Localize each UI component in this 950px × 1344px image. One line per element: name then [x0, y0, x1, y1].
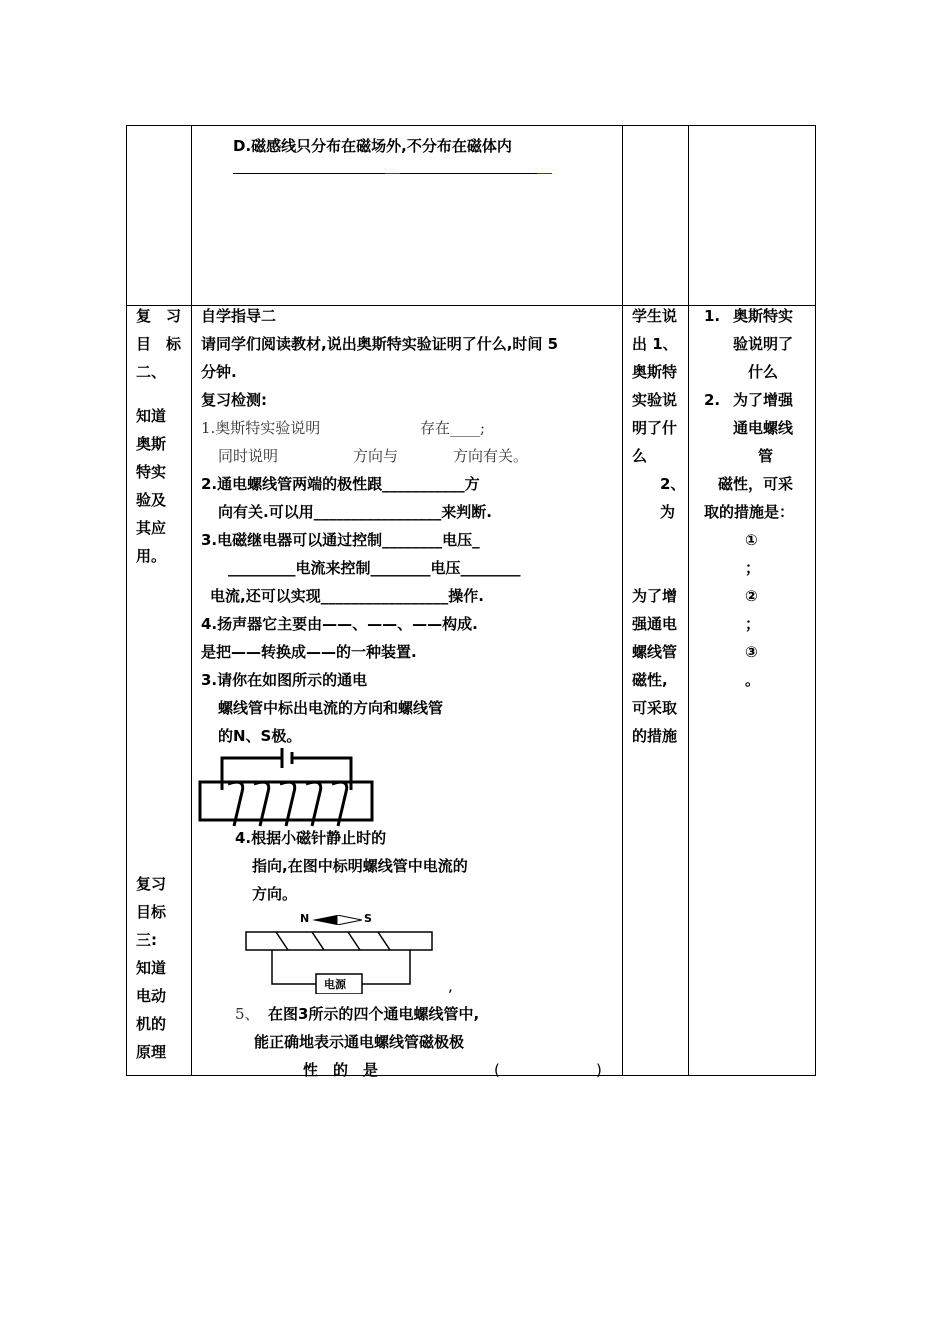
col4-item1-line-2: 验说明了: [733, 335, 794, 353]
goal2-line-2: 目 标: [136, 335, 182, 353]
q6-line-1: 4.根据小磁针静止时的: [235, 829, 387, 847]
q1-part-e: 方向有关。: [453, 447, 529, 465]
q6-line-3: 方向。: [252, 885, 298, 903]
col4-item2-number: 2.: [704, 391, 721, 409]
stray-comma: ,: [448, 977, 453, 995]
col3-line2-5: 可采取: [632, 699, 678, 717]
power-source-label: 电源: [324, 978, 346, 991]
table-border-left: [126, 125, 127, 1076]
col3-num-2: 2、: [660, 475, 686, 493]
col4-item1-line-1: 奥斯特实: [733, 307, 794, 325]
q1-part-c: 同时说明: [218, 447, 279, 465]
table-border-bottom: [126, 1075, 816, 1076]
col4-item2-line-2: 通电螺线: [733, 419, 794, 437]
compass-n-label: N: [300, 912, 310, 925]
col3-wei: 为: [660, 503, 676, 521]
q3-line-1: 3.电磁继电器可以通过控制________电压_: [201, 531, 480, 549]
goal2-desc-4: 验及: [136, 491, 167, 509]
col4-item2-line-1: 为了增强: [733, 391, 794, 409]
q6-line-2: 指向,在图中标明螺线管中电流的: [252, 857, 468, 875]
col3-line2-4: 磁性,: [632, 671, 668, 689]
col3-line-6: 么: [632, 447, 648, 465]
col3-line-4: 实验说: [632, 391, 678, 409]
answer-line-1: [233, 173, 385, 174]
goal3-desc-2: 电动: [136, 987, 167, 1005]
goal3-desc-1: 知道: [136, 959, 167, 977]
goal2-line-1: 复 习: [136, 307, 182, 325]
goal2-line-3: 二、: [136, 363, 167, 381]
col4-semicolon-2: ；: [745, 615, 761, 633]
col3-line2-1: 为了增: [632, 587, 678, 605]
q1-part-d: 方向与: [353, 447, 399, 465]
q5-line-1: 3.请你在如图所示的通电: [201, 671, 368, 689]
col4-item2-line-5: 取的措施是：: [704, 503, 795, 521]
goal2-desc-2: 奥斯: [136, 435, 167, 453]
col4-item1-number: 1.: [704, 307, 721, 325]
goal3-line-1: 复习: [136, 875, 167, 893]
col4-circled-3: ③: [745, 643, 758, 661]
col3-line-3: 奥斯特: [632, 363, 678, 381]
answer-mark-red-1: [385, 173, 400, 174]
goal2-desc-5: 其应: [136, 519, 167, 537]
q1-part-a: 1.奥斯特实验说明: [201, 419, 321, 437]
col3-line2-3: 螺线管: [632, 643, 678, 661]
col-divider-1: [191, 125, 192, 1076]
q2-line-1: 2.通电螺线管两端的极性跟___________方: [201, 475, 480, 493]
q7-line-2: 能正确地表示通电螺线管磁极极: [254, 1033, 465, 1051]
check-title: 复习检测:: [201, 391, 267, 409]
col3-line-5: 明了什: [632, 419, 678, 437]
guide-instruction-1: 请同学们阅读教材,说出奥斯特实验证明了什么,时间 5: [201, 335, 559, 353]
q4-line-1: 4.扬声器它主要由——、——、——构成.: [201, 615, 478, 633]
goal2-desc-6: 用。: [136, 547, 167, 565]
solenoid-figure-1: [196, 748, 378, 828]
guide-title: 自学指导二: [201, 307, 277, 325]
col4-period: 。: [745, 671, 761, 689]
q2-line-2: 向有关.可以用_________________来判断.: [218, 503, 492, 521]
col-divider-2: [622, 125, 623, 1076]
answer-mark-red-2: [537, 173, 552, 174]
q5-line-2: 螺线管中标出电流的方向和螺线管: [218, 699, 444, 717]
compass-s-label: S: [364, 912, 372, 925]
col4-circled-2: ②: [745, 587, 758, 605]
q4-line-2: 是把——转换成——的一种装置.: [201, 643, 417, 661]
goal3-desc-4: 原理: [136, 1043, 167, 1061]
goal3-desc-3: 机的: [136, 1015, 167, 1033]
q7-number: 5、: [235, 1005, 260, 1023]
q3-line-3: 电流,还可以实现_________________操作.: [210, 587, 484, 605]
col4-semicolon-1: ；: [745, 559, 761, 577]
col4-item2-line-3: 管: [758, 447, 774, 465]
col-divider-3: [688, 125, 689, 1076]
q7-paren-right: ): [596, 1061, 602, 1079]
q5-line-3: 的N、S极。: [218, 727, 302, 745]
q7-paren-left: (: [494, 1061, 500, 1079]
col3-line-1: 学生说: [632, 307, 678, 325]
table-border-top: [126, 125, 816, 126]
col4-circled-1: ①: [745, 531, 758, 549]
goal3-line-2: 目标: [136, 903, 167, 921]
col3-line2-6: 的措施: [632, 727, 678, 745]
col3-line-2: 出 1、: [632, 335, 678, 353]
goal3-line-3: 三:: [136, 931, 157, 949]
q7-line-1: 在图3所示的四个通电螺线管中,: [268, 1005, 480, 1023]
col3-line2-2: 强通电: [632, 615, 678, 633]
q3-line-2: _________电流来控制________电压________: [228, 559, 521, 577]
table-border-right: [815, 125, 816, 1076]
compass-figure: [244, 912, 434, 994]
option-d: D.磁感线只分布在磁场外,不分布在磁体内: [233, 137, 512, 155]
col4-item1-line-3: 什么: [748, 363, 779, 381]
guide-instruction-2: 分钟.: [201, 363, 237, 381]
goal2-desc-3: 特实: [136, 463, 167, 481]
q7-line-3: 性 的 是: [303, 1061, 379, 1079]
compass-needle-icon: [312, 915, 362, 925]
col4-item2-line-4: 磁性，可采: [718, 475, 794, 493]
q1-part-b: 存在____;: [420, 419, 486, 437]
goal2-desc-1: 知道: [136, 407, 167, 425]
answer-line-2: [400, 173, 537, 174]
